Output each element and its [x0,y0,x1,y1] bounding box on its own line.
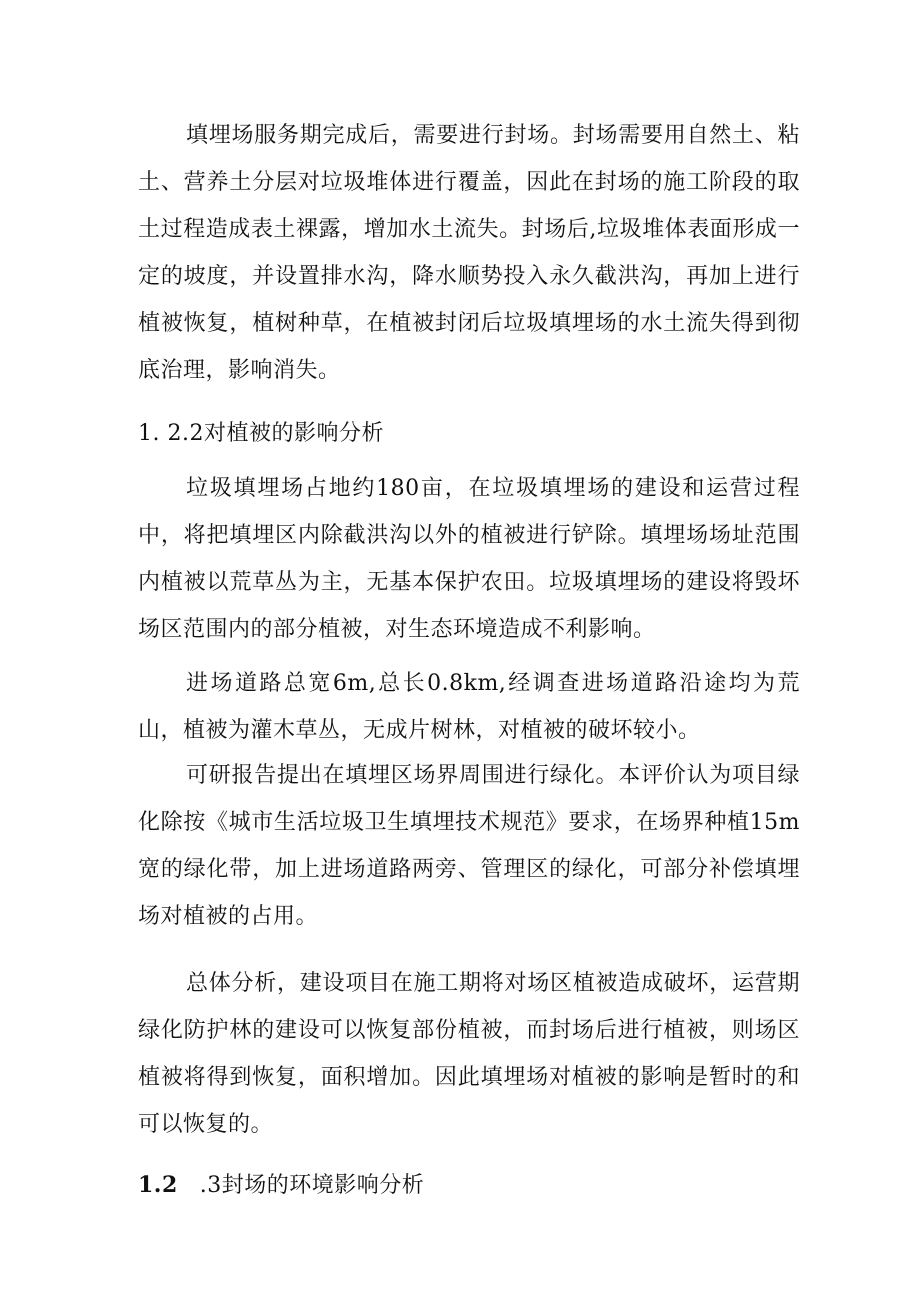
paragraph-overall-analysis: 总体分析，建设项目在施工期将对场区植被造成破坏，运营期绿化防护林的建设可以恢复部份植被，而封场后进行植被，则场区植被将得到恢复，面积增加。因此填埋场对植被的影响是暂时的和可以恢复的。 [138,971,800,1137]
section-heading-closure-impact [138,1162,800,1209]
section-number: 1.2 [138,1172,178,1198]
section-title: .3封场的环境影响分析 [199,1173,425,1198]
paragraph-access-road: 进场道路总宽6m,总长0.8km,经调查进场道路沿途均为荒山，植被为灌木草丛，无成片树林，对植被的破坏较小。 [138,671,800,743]
paragraph-closure-soil-erosion: 填埋场服务期完成后，需要进行封场。封场需要用自然土、粘土、营养土分层对垃圾堆体进行覆盖，因此在封场的施工阶段的取土过程造成表土裸露，增加水土流失。封场后,垃圾堆体表面形成一定的坡度，并设置排水沟，降水顺势投入永久截洪沟，再加上进行植被恢复，植树种草，在植被封闭后垃圾填埋场的水土流失得到彻底治理，影响消失。 [138,123,800,383]
section-heading-vegetation-impact: 1. 2.2对植被的影响分析 [138,421,384,446]
paragraph-greening-plan: 可研报告提出在填埋区场界周围进行绿化。本评价认为项目绿化除按《城市生活垃圾卫生填埋技术规范》要求，在场界种植15m宽的绿化带，加上进场道路两旁、管理区的绿化，可部分补偿填埋场对植被的占用。 [138,763,800,929]
paragraph-landfill-area: 垃圾填埋场占地约180亩，在垃圾填埋场的建设和运营过程中，将把填埋区内除截洪沟以外的植被进行铲除。填埋场场址范围内植被以荒草丛为主，无基本保护农田。垃圾填埋场的建设将毁坏场区范围内的部分植被，对生态环境造成不利影响。 [138,476,800,642]
